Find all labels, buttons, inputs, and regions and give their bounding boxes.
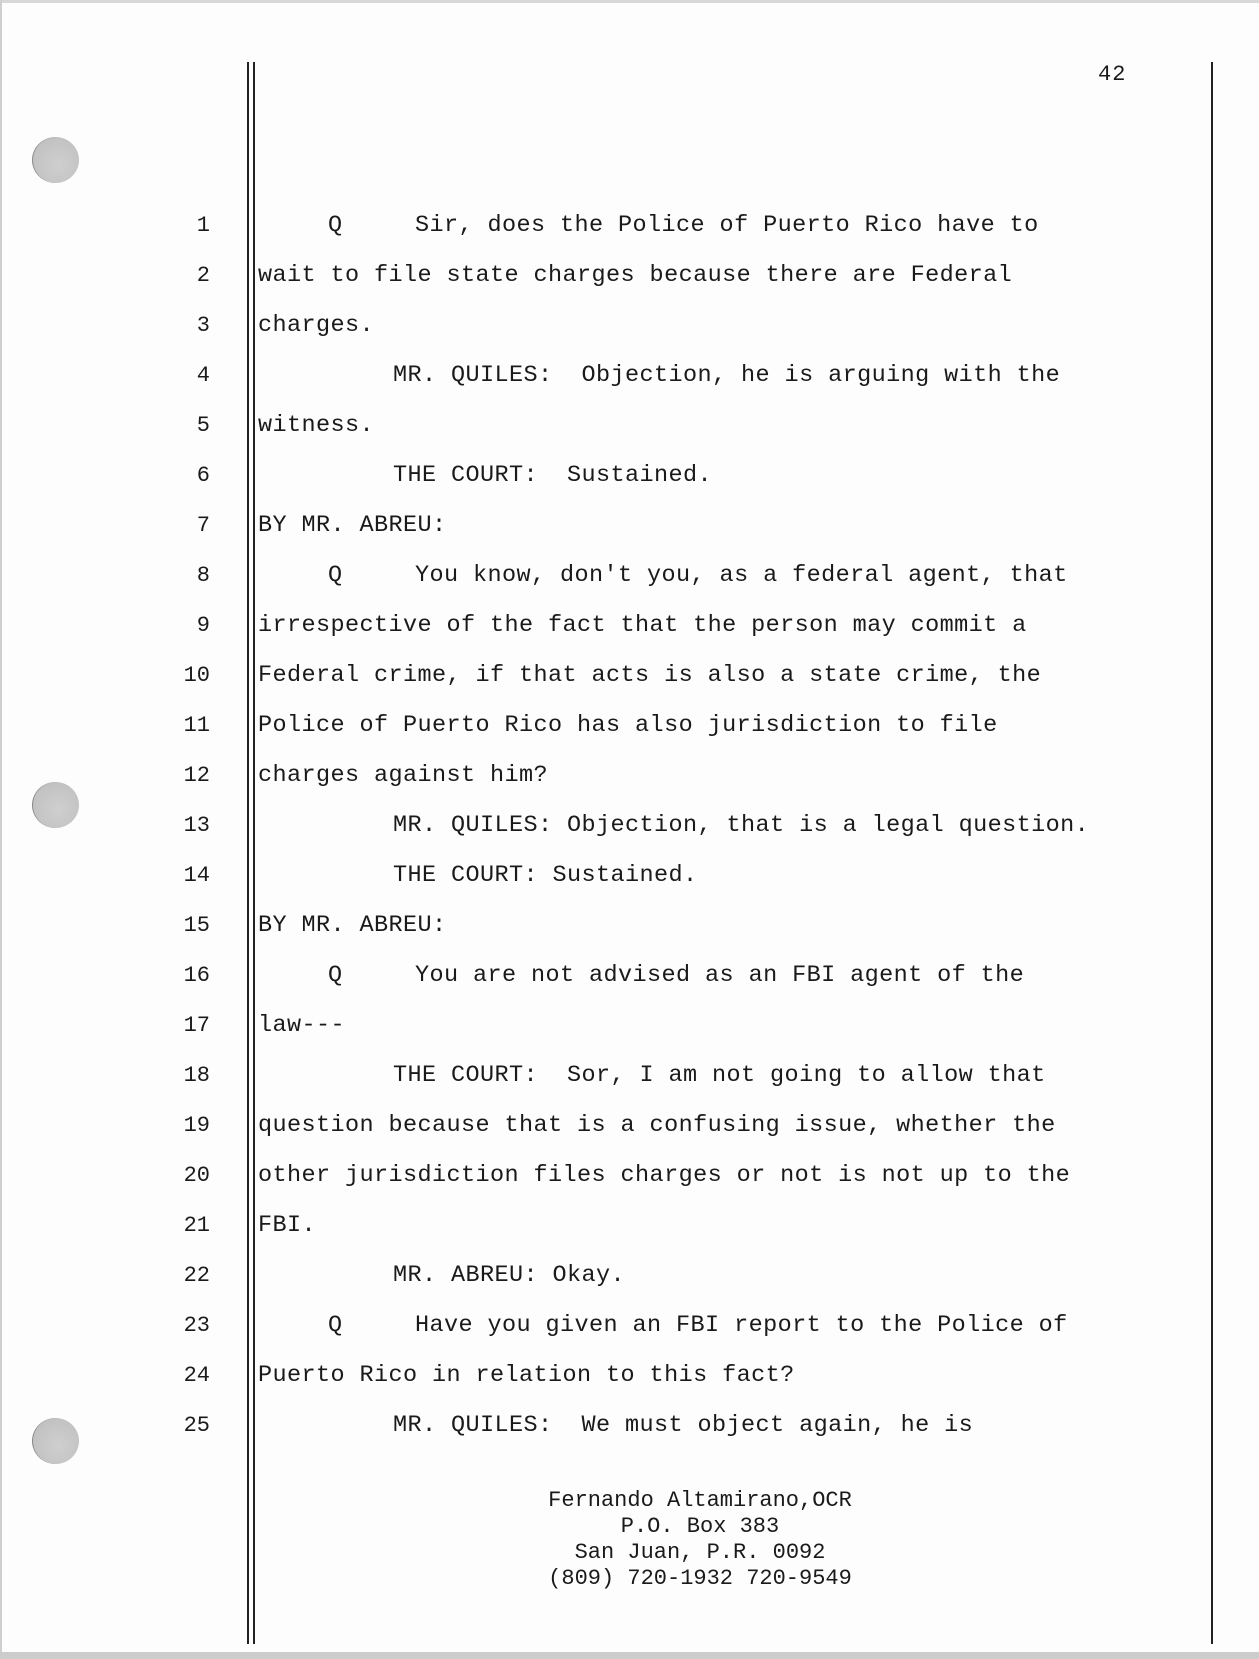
line-number: 23 [183, 1313, 210, 1338]
line-number: 4 [196, 363, 210, 388]
punch-hole-bottom [32, 1418, 79, 1464]
transcript-line: witness. [258, 412, 375, 439]
line-number: 17 [183, 1013, 210, 1038]
reporter-box: P.O. Box 383 [620, 1514, 780, 1539]
transcript-line: THE COURT: Sustained. [393, 862, 698, 889]
transcript-line: charges. [258, 312, 375, 339]
transcript-line: Federal crime, if that acts is also a state crime, the [258, 662, 1042, 689]
left-margin-rule-outer [247, 62, 249, 1644]
line-number: 24 [183, 1363, 210, 1388]
page-top-edge [0, 0, 1259, 3]
line-number: 9 [196, 613, 210, 638]
page-left-edge [0, 0, 2, 1659]
line-number: 5 [196, 413, 210, 438]
transcript-line: Police of Puerto Rico has also jurisdiction to file [258, 712, 998, 739]
transcript-line: Puerto Rico in relation to this fact? [258, 1362, 795, 1389]
punch-hole-middle [32, 782, 79, 828]
transcript-line: wait to file state charges because there are Federal [258, 262, 1013, 289]
reporter-footer [460, 1488, 940, 1592]
transcript-line: charges against him? [258, 762, 549, 789]
line-number: 1 [196, 213, 210, 238]
transcript-line: Q You are not advised as an FBI agent of the [328, 962, 1025, 989]
line-number: 2 [196, 263, 210, 288]
transcript-line: Q Sir, does the Police of Puerto Rico have to [328, 212, 1039, 239]
transcript-line: THE COURT: Sor, I am not going to allow that [393, 1062, 1046, 1089]
line-number: 11 [183, 713, 210, 738]
line-number: 21 [183, 1213, 210, 1238]
transcript-line: BY MR. ABREU: [258, 912, 447, 939]
transcript-line: THE COURT: Sustained. [393, 462, 713, 489]
left-margin-rule-inner [253, 62, 255, 1644]
transcript-line: MR. QUILES: Objection, he is arguing with the [393, 362, 1061, 389]
line-number: 20 [183, 1163, 210, 1188]
page-bottom-edge [0, 1652, 1259, 1659]
line-number: 8 [196, 563, 210, 588]
line-number: 12 [183, 763, 210, 788]
right-margin-rule [1211, 62, 1213, 1644]
line-number: 13 [183, 813, 210, 838]
reporter-city: San Juan, P.R. 0092 [574, 1540, 826, 1565]
transcript-line: MR. QUILES: Objection, that is a legal question. [393, 812, 1090, 839]
transcript-line: FBI. [258, 1212, 317, 1239]
line-number: 7 [196, 513, 210, 538]
transcript-line: BY MR. ABREU: [258, 512, 447, 539]
punch-hole-top [32, 137, 79, 183]
line-number: 14 [183, 863, 210, 888]
transcript-line: Q You know, don't you, as a federal agent, that [328, 562, 1068, 589]
reporter-name: Fernando Altamirano,OCR [548, 1488, 852, 1513]
transcript-line: irrespective of the fact that the person may commit a [258, 612, 1027, 639]
reporter-phone: (809) 720-1932 720-9549 [548, 1566, 852, 1591]
transcript-line: law--- [258, 1012, 346, 1039]
page-number: 42 [1098, 62, 1127, 87]
transcript-line: other jurisdiction files charges or not is not up to the [258, 1162, 1071, 1189]
line-number: 10 [183, 663, 210, 688]
line-number: 16 [183, 963, 210, 988]
line-number: 15 [183, 913, 210, 938]
transcript-line: MR. ABREU: Okay. [393, 1262, 626, 1289]
transcript-line: MR. QUILES: We must object again, he is [393, 1412, 974, 1439]
line-number: 18 [183, 1063, 210, 1088]
line-number: 22 [183, 1263, 210, 1288]
transcript-line: Q Have you given an FBI report to the Police of [328, 1312, 1068, 1339]
line-number: 6 [196, 463, 210, 488]
line-number: 19 [183, 1113, 210, 1138]
line-number: 3 [196, 313, 210, 338]
line-number: 25 [183, 1413, 210, 1438]
transcript-line: question because that is a confusing issue, whether the [258, 1112, 1056, 1139]
